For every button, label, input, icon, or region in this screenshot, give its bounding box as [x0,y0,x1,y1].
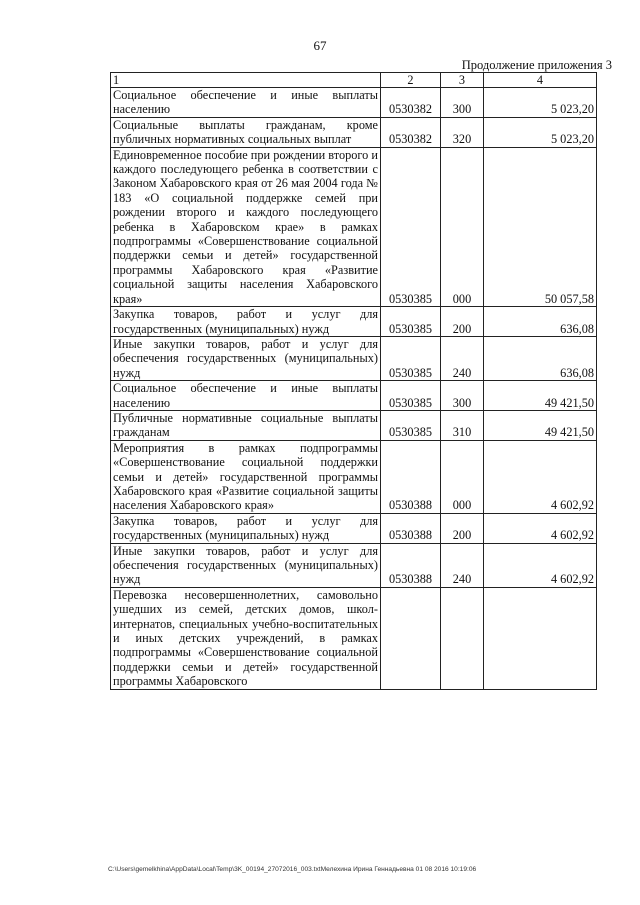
row-code: 0530388 [381,440,441,513]
row-amount: 5 023,20 [484,117,597,147]
row-name: Перевозка несовершеннолетних, самовольно ушедших из семей, детских домов, школ-интернатов, специальных учебно-воспитательных и иных детских учреждений, в рамках подпрограммы «Совершенствование социальной поддержки семьи и детей» государственной программы Хабаровского [111,587,381,689]
row-code: 0530388 [381,513,441,543]
row-name: Социальное обеспечение и иные выплаты населению [111,88,381,118]
table-row [111,88,597,118]
row-name: Социальные выплаты гражданам, кроме публичных нормативных социальных выплат [111,117,381,147]
row-amount: 636,08 [484,307,597,337]
row-name: Социальное обеспечение и иные выплаты населению [111,381,381,411]
row-type: 200 [441,307,484,337]
row-amount: 636,08 [484,336,597,380]
row-amount [484,587,597,689]
row-amount: 4 602,92 [484,543,597,587]
header-col-3: 3 [441,73,484,88]
row-code: 0530385 [381,147,441,306]
row-type: 200 [441,513,484,543]
footer-file-path: C:\Users\gemelkhina\AppData\Local\Temp\3K_00194_27072016_003.txtМелехина Ирина Геннадьевна 01 08 2016 10:19:06 [108,866,477,873]
table-row [111,381,597,411]
row-amount: 5 023,20 [484,88,597,118]
row-type: 310 [441,410,484,440]
row-amount: 49 421,50 [484,381,597,411]
row-type: 240 [441,336,484,380]
row-type: 300 [441,381,484,411]
table-row [111,336,597,380]
row-name: Иные закупки товаров, работ и услуг для обеспечения государственных (муниципальных) нужд [111,336,381,380]
table-row [111,147,597,306]
row-name: Публичные нормативные социальные выплаты гражданам [111,410,381,440]
header-col-4: 4 [484,73,597,88]
table-row [111,513,597,543]
row-code: 0530385 [381,307,441,337]
row-code: 0530385 [381,381,441,411]
row-type: 320 [441,117,484,147]
row-name: Закупка товаров, работ и услуг для государственных (муниципальных) нужд [111,307,381,337]
table-row [111,440,597,513]
budget-table [110,72,597,690]
row-code: 0530388 [381,543,441,587]
row-code: 0530382 [381,117,441,147]
table-row [111,543,597,587]
row-code: 0530385 [381,410,441,440]
continuation-label: Продолжение приложения 3 [461,58,612,72]
row-amount: 49 421,50 [484,410,597,440]
table-row [111,587,597,689]
row-type: 000 [441,440,484,513]
table-row [111,307,597,337]
table-row [111,117,597,147]
row-code: 0530385 [381,336,441,380]
table-header-row [111,73,597,88]
row-type: 300 [441,88,484,118]
row-code [381,587,441,689]
row-name: Мероприятия в рамках подпрограммы «Совершенствование социальной поддержки семьи и детей» государственной программы Хабаровского края «Развитие социальной защиты населения Хабаровского края» [111,440,381,513]
row-type: 240 [441,543,484,587]
row-type: 000 [441,147,484,306]
row-code: 0530382 [381,88,441,118]
header-col-1: 1 [111,73,381,88]
row-name: Иные закупки товаров, работ и услуг для обеспечения государственных (муниципальных) нужд [111,543,381,587]
page-number: 67 [313,38,327,53]
row-name: Единовременное пособие при рождении второго и каждого последующего ребенка в соответствии с Законом Хабаровского края от 26 мая 2004 года № 183 «О социальной поддержке семей при рождении второго и каждого последующего ребенка в Хабаровском крае» в рамках подпрограммы «Совершенствование социальной поддержки семьи и детей» государственной программы Хабаровского края «Развитие социальной защиты населения Хабаровского края» [111,147,381,306]
table-row [111,410,597,440]
row-amount: 4 602,92 [484,440,597,513]
header-col-2: 2 [381,73,441,88]
row-name: Закупка товаров, работ и услуг для государственных (муниципальных) нужд [111,513,381,543]
row-amount: 50 057,58 [484,147,597,306]
row-amount: 4 602,92 [484,513,597,543]
row-type [441,587,484,689]
